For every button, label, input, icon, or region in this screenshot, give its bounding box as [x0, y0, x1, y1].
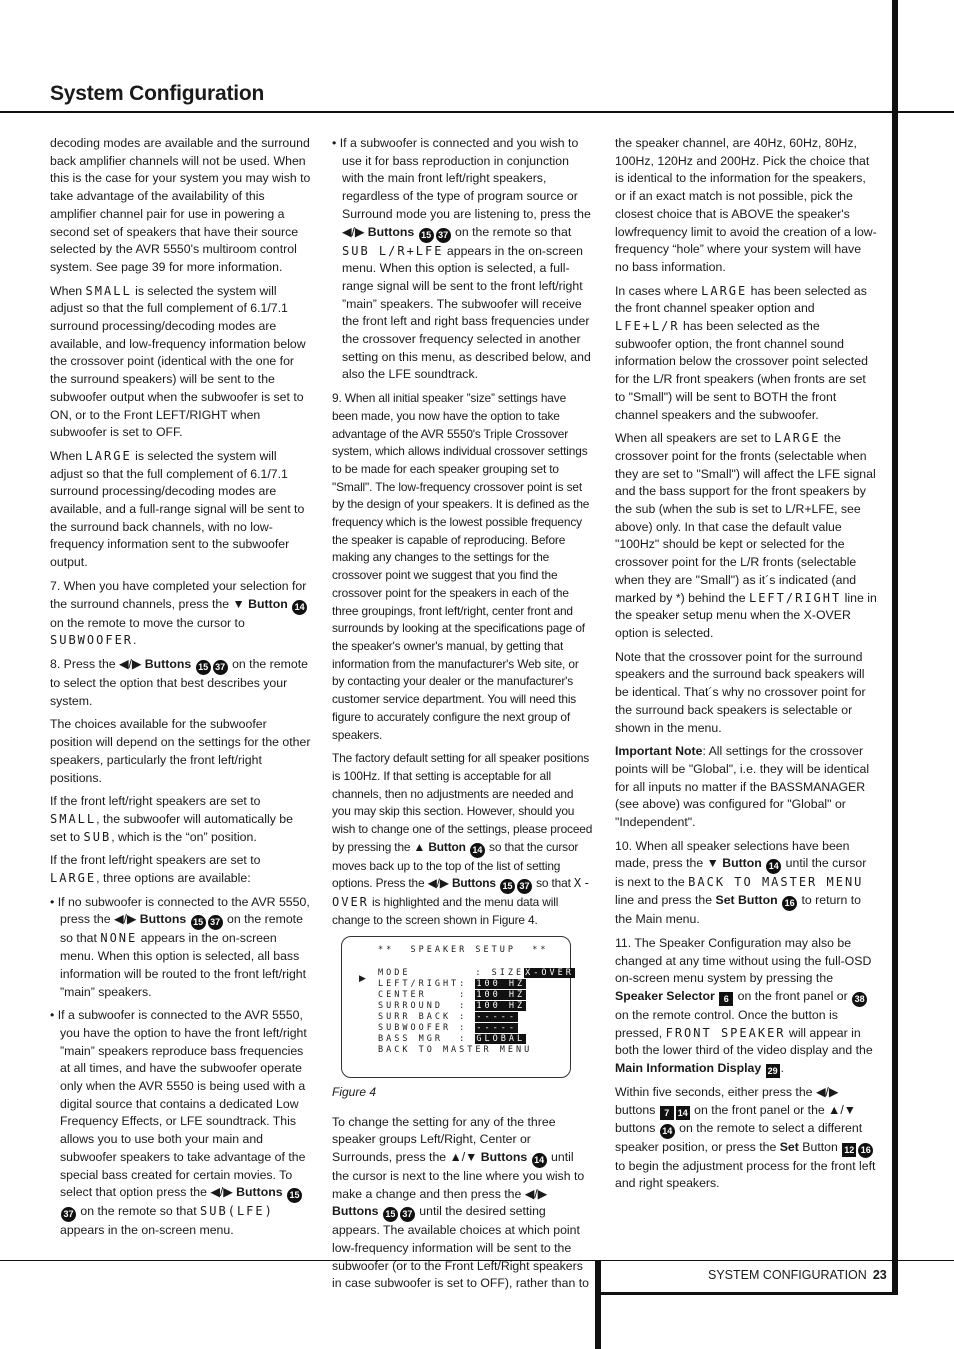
column-1 [50, 135, 312, 1246]
step-9: 9. When all initial speaker ”size” settings have been made, you now have the option to take advantage of the AVR 5550's Triple Crossover system, which allows individual crossover settings to be made for each speaker grouping set to "Small". The low-frequency crossover point is set by the design of your speakers. It is defined as the frequency which is the lowest possible frequency the speaker is capable of reproducing. Before making any changes to the settings for the crossover point we suggest that you find the crossover point for the speakers in each of the three groupings, front left/right, center front and surrounds by looking at the specifications page of the speaker's owner's manual, by getting that information from the manufacturer's Web site, or by contacting your dealer or the manufacturer's customer service department. You will need this figure to accurately configure the next group of speakers. [332, 391, 590, 742]
paragraph: If the front left/right speakers are set to LARGE, three options are available: [50, 853, 261, 886]
figure-caption: Figure 4 [332, 1084, 377, 1099]
paragraph: When all speakers are set to LARGE the crossover point for the fronts (selectable when they are set to "Small") will affect the LFE signal and the bass support for the front speakers by the sub (when the sub is set to L/R+LFE, see above) only. In that case the default value "100Hz" should be kept or selected for the crossover point for the L/R fronts (selectable when they are "Small") as it´s indicated (and marked by *) behind the LEFT/RIGHT line in the speaker setup menu when the X-OVER option is selected. [615, 431, 877, 640]
column-2 [332, 135, 594, 1299]
paragraph: The choices available for the subwoofer position will depend on the settings for the other speakers, particularly the front left/right positions. [50, 717, 311, 785]
cursor-arrow-icon: ▶ [359, 972, 366, 983]
page-footer [708, 1268, 887, 1282]
osd-row: LEFT/RIGHT: 100 HZ [378, 978, 526, 989]
osd-footer: BACK TO MASTER MENU [378, 1044, 533, 1055]
footer-divider-bar [595, 1260, 601, 1349]
page-title: System Configuration [50, 82, 265, 105]
osd-row: BASS MGR : GLOBAL [378, 1033, 526, 1044]
paragraph: To change the setting for any of the three speaker groups Left/Right, Center or Surrounds, press the ▲/▼ Buttons 14 until the cursor is next to the line where you wish to make a change and then press the ◀/▶ Buttons 15 37 until the desired setting appears. The available choices at which point low-frequency information will be sent to the subwoofer (or to the Front Left/Right speakers in case subwoofer is set to OFF), rather than to [332, 1114, 589, 1291]
paragraph: Note that the crossover point for the surround speakers and the surround back speakers will be identical. That´s why no crossover point for the surround back speakers is selectable or shown in the menu. [615, 649, 866, 735]
paragraph: Within five seconds, either press the ◀/▶ buttons 7 14 on the front panel or the ▲/▼ buttons 14 on the remote to select a different speaker position, or press the Set Button 12 16 to begin the adjustment process for the front left and right speakers. [615, 1085, 876, 1191]
title-rule [0, 111, 954, 113]
bullet-sub-lfe: • If a subwoofer is connected to the AVR 5550, you have the option to have the front left/right ”main” speakers reproduce bass frequencies at all times, and have the subwoofer operate only when the AVR 5550 is being used with a digital source that contains a dedicated Low Frequency Effects, or LFE soundtrack. This allows you to use both your main and subwoofer speakers to take advantage of the special bass created for certain movies. To select that option press the ◀/▶ Buttons 1537 on the remote so that SUB(LFE) appears in the on-screen menu. [50, 1008, 307, 1238]
footer-section: SYSTEM CONFIGURATION [708, 1268, 867, 1282]
step-7: 7. When you have completed your selection for the surround channels, press the ▼ Button 14 on the remote to move the cursor to SUBWOOFER. [50, 578, 307, 648]
step-8: 8. Press the ◀/▶ Buttons 15 37 on the remote to select the option that best describes your system. [50, 656, 308, 708]
button-number-badge: 14 [292, 600, 307, 615]
important-note: Important Note: All settings for the crossover points will be "Global", i.e. they will be identical for all inputs no matter if the BASSMANAGER (see above) was configured for "Global" or "Independent". [615, 744, 870, 830]
speaker-setup-osd-figure [341, 936, 574, 1078]
osd-row: SURROUND : 100 HZ [378, 1000, 526, 1011]
osd-row: SURR BACK : ----- [378, 1011, 518, 1022]
paragraph: the speaker channel, are 40Hz, 60Hz, 80Hz, 100Hz, 120Hz and 200Hz. Pick the choice that is identical to the information for the speakers, or if an exact match is not possible, pick the closest choice that is ABOVE the speaker's lowfrequency limit to avoid the creation of a low-frequency “hole” where your system will have no bass information. [615, 136, 877, 274]
osd-row: CENTER : 100 HZ [378, 989, 526, 1000]
column-3 [615, 135, 877, 1199]
paragraph: decoding modes are available and the surround back amplifier channels will not be used. When this is the case for your system you may wish to take advantage of the availability of this amplifier channel pair for use in powering a second set of speakers that have their source selected by the AVR 5550's multiroom control system. See page 39 for more information. [50, 136, 311, 274]
bullet-no-subwoofer: • If no subwoofer is connected to the AVR 5550, press the ◀/▶ Buttons 15 37 on the remote so that NONE appears in the on-screen menu. When this option is selected, all bass information will be routed to the front left/right ”main” speakers. [50, 894, 310, 999]
bullet-sub-lr-lfe: • If a subwoofer is connected and you wish to use it for bass reproduction in conjunction with the main front left/right speakers, regardless of the type of program source or Surround mode you are listening to, press the ◀/▶ Buttons 15 37 on the remote so that SUB L/R+LFE appears in the on-screen menu. When this option is selected, a full-range signal will be sent to the front left/right ”main” speakers. The subwoofer will receive the front left and right bass frequencies under the crossover frequency selected in another setting on this menu, as described below, and also the LFE soundtrack. [332, 136, 591, 382]
paragraph: If the front left/right speakers are set to SMALL, the subwoofer will automatically be set to SUB, which is the “on” position. [50, 794, 293, 844]
osd-mode-row: MODE : SIZEX-OVER [378, 967, 574, 978]
paragraph: When SMALL is selected the system will adjust so that the full complement of 6.1/7.1 surround processing/decoding modes are available, and low-frequency information below the crossover point (identical with the one for the surround speakers) will be sent to the subwoofer output when the subwoofer is set to ON, or to the Front LEFT/RIGHT when subwoofer is set to OFF. [50, 283, 306, 440]
osd-row: SUBWOOFER : ----- [378, 1022, 518, 1033]
paragraph: When LARGE is selected the system will adjust so that the full complement of 6.1/7.1 surround processing/decoding modes are available, and a full-range signal will be sent to the surround back channels, with no low-frequency information sent to the subwoofer output. [50, 448, 305, 570]
step-10: 10. When all speaker selections have been made, press the ▼ Button 14 until the cursor is next to the BACK TO MASTER MENU line and press the Set Button 16 to return to the Main menu. [615, 838, 867, 927]
paragraph: In cases where LARGE has been selected as the front channel speaker option and LFE+L/R has been selected as the subwoofer option, the front channel sound information below the crossover point selected for the L/R front speakers (when fronts are set to "Small") will be sent to BOTH the front channel speakers and the subwoofer. [615, 283, 868, 422]
right-edge-bar [892, 0, 898, 1294]
step-11: 11. The Speaker Configuration may also be changed at any time without using the full-OSD on-screen menu system by pressing the Speaker Selector 6 on the front panel or 38 on the remote control. Once the button is pressed, FRONT SPEAKER will appear in both the lower third of the video display and the Main Information Display 29 . [615, 935, 873, 1077]
osd-header: ** SPEAKER SETUP ** [378, 944, 549, 955]
footer-rule-short [598, 1292, 898, 1295]
page-number: 23 [872, 1268, 887, 1282]
paragraph: The factory default setting for all speaker positions is 100Hz. If that setting is acceptable for all channels, then no adjustments are needed and you may skip this section. However, should you wish to change one of the settings, please proceed by pressing the ▲ Button 14 so that the cursor moves back up to the top of the list of setting options. Press the ◀/▶ Buttons 15 37 so that X-OVER is highlighted and the menu data will change to the screen shown in Figure 4. [332, 751, 593, 928]
